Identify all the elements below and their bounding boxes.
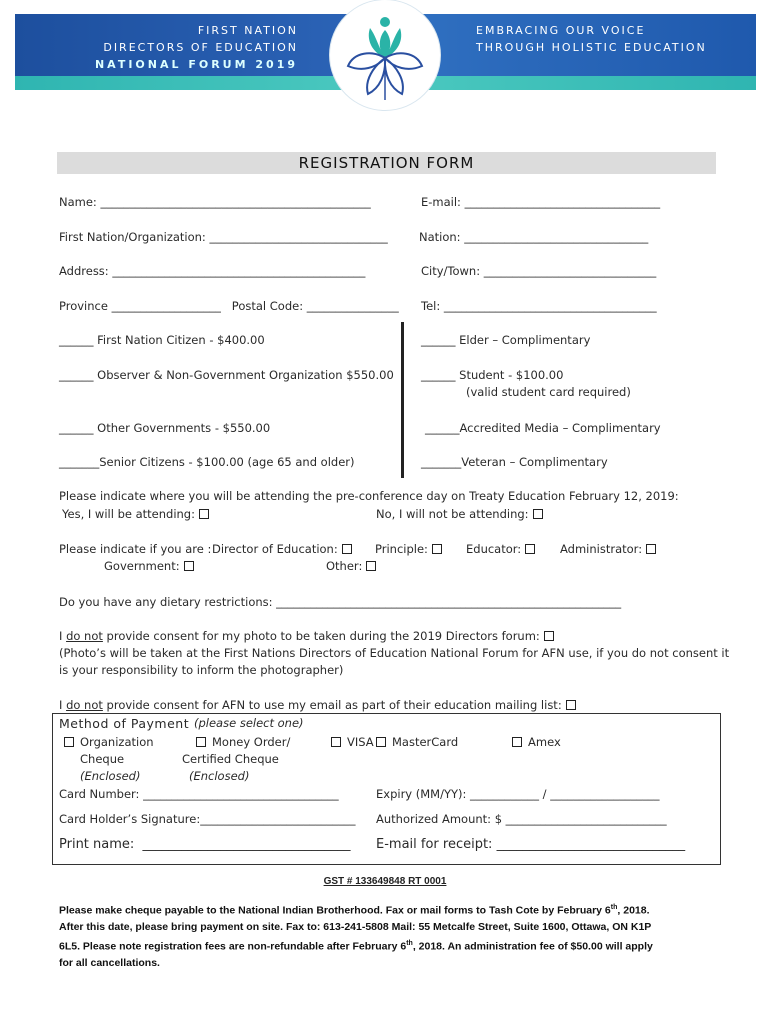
fee-veteran[interactable]: _______Veteran – Complimentary	[421, 455, 608, 469]
pay-org-cheque-line2: Cheque	[80, 752, 125, 766]
fee-student-note: (valid student card required)	[466, 385, 631, 399]
banner-right-line1: EMBRACING OUR VOICE	[476, 24, 646, 37]
photo-consent-prefix: I	[59, 629, 67, 643]
fee-student[interactable]: ______ Student - $100.00	[421, 368, 564, 382]
footer-line1-end: , 2018.	[617, 904, 650, 917]
pay-org-cheque-line3: (Enclosed)	[80, 769, 141, 783]
province-postal-field[interactable]: Province ___________________ Postal Code: ________________	[59, 299, 399, 313]
receipt-email-field[interactable]: E-mail for receipt: _____________________________	[376, 837, 686, 852]
address-field[interactable]: Address: ____________________________________________	[59, 264, 366, 278]
pay-org-cheque-label: Organization	[80, 735, 154, 749]
preconference-no[interactable]	[376, 507, 543, 521]
role-question: Please indicate if you are :	[59, 542, 212, 556]
fee-divider	[401, 322, 404, 478]
name-field[interactable]: Name: _______________________________________________	[59, 195, 371, 209]
photo-note-line2: is your responsibility to inform the photographer)	[59, 663, 344, 677]
checkbox-icon[interactable]	[566, 700, 576, 710]
checkbox-icon[interactable]	[199, 509, 209, 519]
pay-visa-label: VISA	[347, 735, 374, 749]
email-field[interactable]: E-mail: __________________________________	[421, 195, 661, 209]
role-educator[interactable]	[466, 542, 535, 556]
organization-field[interactable]: First Nation/Organization: _______________________________	[59, 230, 388, 244]
fee-senior[interactable]: _______Senior Citizens - $100.00 (age 65 and older)	[59, 455, 355, 469]
payment-instructions	[59, 900, 709, 971]
role-government-label: Government:	[104, 559, 180, 573]
pay-money-order-line3: (Enclosed)	[189, 769, 250, 783]
pay-visa[interactable]	[331, 735, 374, 749]
dietary-field[interactable]: Do you have any dietary restrictions: ____________________________________________________________	[59, 595, 622, 609]
pay-mastercard-label: MasterCard	[392, 735, 459, 749]
checkbox-icon[interactable]	[544, 631, 554, 641]
footer-line3	[59, 936, 709, 955]
banner-left-line2: DIRECTORS OF EDUCATION	[103, 41, 298, 54]
pay-amex-label: Amex	[528, 735, 561, 749]
tel-field[interactable]: Tel: _____________________________________	[421, 299, 657, 313]
email-consent-text: provide consent for AFN to use my email as part of their education mailing list:	[102, 698, 562, 712]
print-name-field[interactable]: Print name: ________________________________	[59, 837, 351, 852]
footer-line3-sup: th	[406, 939, 413, 947]
pay-money-order-label: Money Order/	[212, 735, 291, 749]
role-other[interactable]	[326, 559, 376, 573]
card-holder-field[interactable]: Card Holder’s Signature:___________________________	[59, 812, 356, 826]
role-principal[interactable]	[375, 542, 442, 556]
checkbox-icon[interactable]	[184, 561, 194, 571]
role-administrator-label: Administrator:	[560, 542, 643, 556]
role-principal-label: Principle:	[375, 542, 428, 556]
photo-note-line1: (Photo’s will be taken at the First Nations Directors of Education National Forum for AFN use, if you do not consent it	[59, 646, 730, 660]
preconference-question: Please indicate where you will be attending the pre-conference day on Treaty Education February 12, 2019:	[59, 489, 679, 503]
checkbox-icon[interactable]	[512, 737, 522, 747]
banner-right-text	[476, 22, 707, 56]
preconference-no-label: No, I will not be attending:	[376, 507, 529, 521]
amount-field[interactable]: Authorized Amount: $ ____________________________	[376, 812, 667, 826]
footer-line2: After this date, please bring payment on site. Fax to: 613-241-5808 Mail: 55 Metcalfe Street, Suite 1600, Ottawa, ON K1P	[59, 921, 652, 933]
payment-subheading: (please select one)	[194, 716, 304, 730]
email-consent-prefix: I	[59, 698, 67, 712]
checkbox-icon[interactable]	[366, 561, 376, 571]
checkbox-icon[interactable]	[525, 544, 535, 554]
checkbox-icon[interactable]	[646, 544, 656, 554]
footer-line1-text: Please make cheque payable to the National Indian Brotherhood. Fax or mail forms to Tash Cote by February 6	[59, 904, 611, 917]
checkbox-icon[interactable]	[331, 737, 341, 747]
fee-elder[interactable]: ______ Elder – Complimentary	[421, 333, 591, 347]
footer-line1-sup: th	[610, 904, 618, 911]
role-educator-label: Educator:	[466, 542, 522, 556]
fee-citizen[interactable]: ______ First Nation Citizen - $400.00	[59, 333, 265, 347]
pay-money-order[interactable]	[196, 735, 290, 749]
email-consent[interactable]	[59, 698, 576, 712]
checkbox-icon[interactable]	[432, 544, 442, 554]
photo-consent[interactable]	[59, 629, 554, 643]
banner-left-text	[60, 22, 298, 73]
pay-org-cheque[interactable]	[64, 735, 154, 749]
preconference-yes-label: Yes, I will be attending:	[62, 507, 195, 521]
footer-line3-text: 6L5. Please note registration fees are non-refundable after February 6	[59, 940, 407, 952]
checkbox-icon[interactable]	[533, 509, 543, 519]
gst-number: GST # 133649848 RT 0001	[323, 876, 447, 887]
banner-left-line1: FIRST NATION	[197, 24, 298, 37]
role-director[interactable]	[212, 542, 352, 556]
banner-right-line2: THROUGH HOLISTIC EDUCATION	[476, 41, 707, 54]
lotus-icon	[330, 0, 440, 110]
page-title: REGISTRATION FORM	[57, 152, 716, 174]
pay-money-order-line2: Certified Cheque	[182, 752, 279, 766]
email-consent-emphasis: do not	[66, 698, 103, 712]
footer-line3-end: , 2018. An administration fee of $50.00 will apply	[412, 940, 653, 952]
payment-heading: Method of Payment	[59, 716, 190, 731]
city-field[interactable]: City/Town: ______________________________	[421, 264, 657, 278]
photo-consent-emphasis: do not	[66, 629, 103, 643]
role-other-label: Other:	[326, 559, 363, 573]
fee-media[interactable]: ______Accredited Media – Complimentary	[425, 421, 661, 435]
checkbox-icon[interactable]	[196, 737, 206, 747]
fee-other-governments[interactable]: ______ Other Governments - $550.00	[59, 421, 271, 435]
footer-line4: for all cancellations.	[59, 956, 160, 969]
forum-logo	[330, 0, 440, 110]
nation-field[interactable]: Nation: ________________________________	[419, 230, 649, 244]
footer-line1	[59, 900, 709, 919]
card-number-field[interactable]: Card Number: __________________________________	[59, 787, 339, 801]
checkbox-icon[interactable]	[376, 737, 386, 747]
pay-amex[interactable]	[512, 735, 561, 749]
checkbox-icon[interactable]	[64, 737, 74, 747]
expiry-field[interactable]: Expiry (MM/YY): ____________ / ___________________	[376, 787, 660, 801]
role-government[interactable]	[104, 559, 194, 573]
fee-observer[interactable]: ______ Observer & Non-Government Organization $550.00	[59, 368, 394, 382]
pay-mastercard[interactable]	[376, 735, 458, 749]
banner-left-line3: NATIONAL FORUM 2019	[94, 58, 298, 71]
checkbox-icon[interactable]	[342, 544, 352, 554]
preconference-yes[interactable]	[62, 507, 209, 521]
role-director-label: Director of Education:	[212, 542, 338, 556]
role-administrator[interactable]	[560, 542, 656, 556]
photo-consent-text: provide consent for my photo to be taken during the 2019 Directors forum:	[102, 629, 540, 643]
